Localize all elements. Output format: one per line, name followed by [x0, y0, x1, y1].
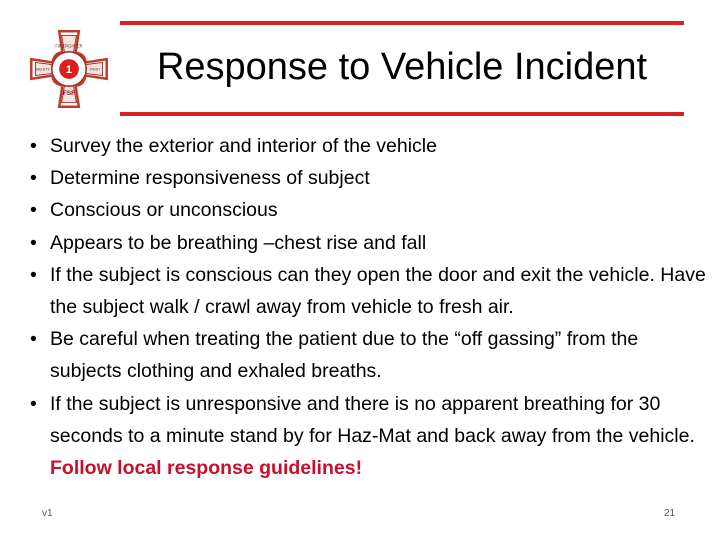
bullet-dot: •: [30, 263, 37, 286]
page-number: 21: [664, 508, 676, 519]
bullet-item: • Survey the exterior and interior of the vehicle: [30, 130, 710, 162]
bullet-dot: •: [30, 328, 37, 351]
bullet-list: [30, 130, 710, 484]
bullet-dot: •: [30, 135, 37, 157]
bullet-item: • Be careful when treating the patient due to the “off gassing” from the subjects clothing and exhaled breaths.: [30, 323, 710, 387]
bullet-item: • If the subject is conscious can they open the door and exit the vehicle. Have the subject walk / crawl away from vehicle to fresh air.: [30, 259, 710, 323]
title-rule-bottom: [120, 112, 684, 116]
logo-right-text: FIRST: [89, 67, 101, 72]
version-label: v1: [42, 508, 53, 519]
bullet-dot: •: [30, 167, 37, 190]
guidelines-highlight: Follow local response guidelines!: [50, 457, 363, 480]
logo-left-text: SAFETY: [35, 67, 50, 72]
bullet-dot: •: [30, 199, 37, 222]
logo-center-numeral: 1: [65, 64, 73, 77]
title-rule-top: [120, 21, 684, 25]
logo-bottom-text: FSF: [62, 90, 76, 98]
bullet-item: • Appears to be breathing –chest rise and fall: [30, 227, 710, 259]
bullet-dot: •: [30, 392, 37, 415]
logo-top-text: FIREFIGHTER: [55, 43, 83, 49]
bullet-item: • Determine responsiveness of subject: [30, 162, 710, 194]
bullet-dot: •: [30, 231, 37, 254]
bullet-item: • Conscious or unconscious: [30, 194, 710, 226]
bullet-item: • If the subject is unresponsive and there is no apparent breathing for 30 seconds to a minute stand by for Haz-Mat and back away from the vehicle. Follow local response guidelines!: [30, 388, 710, 485]
fire-department-cross-logo: [28, 28, 110, 110]
page-title: Response to Vehicle Incident: [156, 46, 648, 88]
